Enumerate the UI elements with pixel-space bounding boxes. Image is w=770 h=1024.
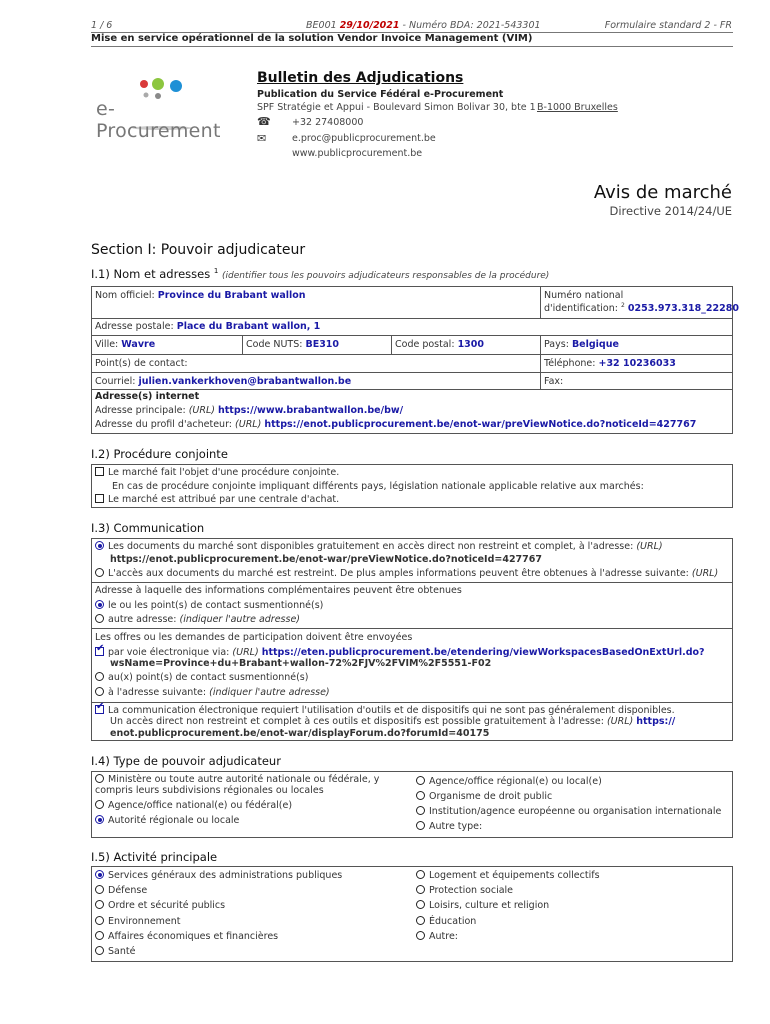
nuts-field [246, 339, 339, 350]
authority-eu-radio[interactable] [416, 806, 425, 815]
label: Affaires économiques et financières [108, 931, 279, 942]
note: (indiquer l'autre adresse) [209, 687, 330, 698]
main-address-field [95, 405, 403, 416]
info-other-radio[interactable] [95, 614, 104, 623]
info-contact-option [95, 600, 323, 611]
label: Organisme de droit public [429, 791, 553, 802]
bulletin-title: Bulletin des Adjudications [257, 70, 464, 86]
internet-title: Adresse(s) internet [95, 391, 200, 402]
documents-free-option [95, 541, 663, 552]
info-contact-radio[interactable] [95, 600, 104, 609]
notice-date: 29/10/2021 [339, 20, 400, 31]
tools-access [110, 716, 675, 727]
notice-code: BE001 [306, 20, 337, 31]
activity-leisure-radio[interactable] [416, 900, 425, 909]
label: Le marché fait l'objet d'une procédure conjointe. [108, 467, 340, 478]
phone-field [544, 358, 676, 369]
authority-regional-agency-option [416, 776, 602, 787]
envelope-icon: ✉ [257, 132, 267, 145]
label: Courriel: [95, 376, 136, 387]
authority-regional-agency-radio[interactable] [416, 776, 425, 785]
label: au(x) point(s) de contact susmentionné(s) [108, 672, 309, 683]
authority-regional-radio[interactable] [95, 815, 104, 824]
label: Autre: [429, 931, 458, 942]
label: Pays: [544, 339, 569, 350]
city: Wavre [121, 339, 156, 350]
activity-order-option [95, 900, 225, 911]
label: Protection sociale [429, 885, 514, 896]
s11-heading [91, 267, 549, 281]
col-divider [391, 335, 392, 354]
offers-label: Les offres ou les demandes de participation doivent être envoyées [95, 632, 413, 643]
joint-procurement-note: En cas de procédure conjointe impliquant différents pays, législation nationale applicable relative aux marchés: [112, 481, 644, 492]
contract-title: Mise en service opérationnel de la solution Vendor Invoice Management (VIM) [91, 33, 533, 44]
label: Téléphone: [544, 358, 596, 369]
activity-social-radio[interactable] [416, 885, 425, 894]
label: Santé [108, 946, 136, 957]
activity-other-radio[interactable] [416, 931, 425, 940]
official-name: Province du Brabant wallon [157, 290, 306, 301]
country: Belgique [571, 339, 619, 350]
info-address-label: Adresse à laquelle des informations complémentaires peuvent être obtenues [95, 585, 462, 596]
eprocurement-logo [96, 76, 226, 142]
central-purchasing-option [95, 494, 339, 505]
activity-defence-option [95, 885, 147, 896]
bda-number: - Numéro BDA: 2021-543301 [402, 20, 541, 31]
label: Adresse postale: [95, 321, 174, 332]
logo-text: e-Procurement [96, 98, 221, 142]
authority-ministry-option [95, 774, 390, 796]
activity-economic-radio[interactable] [95, 931, 104, 940]
label: à l'adresse suivante: [108, 687, 207, 698]
directive: Directive 2014/24/UE [609, 204, 732, 218]
label: Agence/office national(e) ou fédéral(e) [108, 800, 293, 811]
label: Adresse principale: [95, 405, 186, 416]
activity-leisure-option [416, 900, 549, 911]
label: Ministère ou toute autre autorité nationale ou fédérale, y compris leurs subdivisions régionales ou locales [95, 774, 380, 796]
joint-procurement-checkbox[interactable] [95, 467, 104, 476]
offers-contact-option [95, 672, 308, 683]
url-tag: (URL) [691, 568, 719, 579]
authority-other-option [416, 821, 482, 832]
offers-url[interactable]: https://eten.publicprocurement.be/etendering/viewWorkspacesBasedOnExtUrl.do? [261, 647, 705, 658]
label: Code NUTS: [246, 339, 303, 350]
postcode: 1300 [457, 339, 485, 350]
city-field [95, 339, 155, 350]
offers-electronic-option [95, 647, 705, 658]
section-title: Section I: Pouvoir adjudicateur [91, 242, 306, 258]
postcode-field [395, 339, 484, 350]
label: L'accès aux documents du marché est restreint. De plus amples informations peuvent être obtenues à l'adresse suivante: [108, 568, 689, 579]
col-divider [242, 335, 243, 354]
documents-url[interactable]: https://enot.publicprocurement.be/enot-war/preViewNotice.do?noticeId=427767 [110, 554, 542, 565]
label: Code postal: [395, 339, 455, 350]
tools-url[interactable]: https:// [636, 716, 676, 727]
label: Un accès direct non restreint et complet à ces outils et dispositifs est possible gratuitement à l'adresse: [110, 716, 604, 727]
label: d'identification: [544, 303, 618, 315]
tools-option [95, 705, 675, 716]
authority-national-agency-option [95, 800, 292, 811]
row-divider [91, 372, 733, 373]
label: Autorité régionale ou locale [108, 815, 240, 826]
publisher-address: SPF Stratégie et Appui - Boulevard Simon Bolivar 30, bte 1 [257, 102, 536, 113]
url-tag: (URL) [235, 419, 262, 430]
notice-title: Avis de marché [593, 182, 732, 203]
label: Autre type: [429, 821, 483, 832]
url-tag: (URL) [606, 716, 634, 727]
natid-label1: Numéro national [544, 290, 624, 301]
activity-education-option [416, 916, 476, 927]
row-divider [91, 318, 733, 319]
postal-address: Place du Brabant wallon, 1 [176, 321, 321, 332]
activity-order-radio[interactable] [95, 900, 104, 909]
label: Adresse du profil d'acheteur: [95, 419, 233, 430]
notice-reference [306, 20, 541, 31]
label: Environnement [108, 916, 181, 927]
label: autre adresse: [108, 614, 177, 625]
email-field [95, 376, 351, 387]
publisher-name: Publication du Service Fédéral e-Procurement [257, 89, 504, 100]
row-divider [91, 389, 733, 390]
row-divider [91, 582, 733, 583]
url-tag: (URL) [636, 541, 663, 552]
label: Services généraux des administrations publiques [108, 870, 343, 881]
documents-restricted-radio[interactable] [95, 568, 104, 577]
authority-eu-option [416, 806, 721, 817]
label: Défense [108, 885, 148, 896]
authority-public-body-radio[interactable] [416, 791, 425, 800]
label: Nom officiel: [95, 290, 155, 301]
natid-footnote: 2 [621, 302, 625, 309]
publisher-email[interactable]: e.proc@publicprocurement.be [292, 133, 436, 144]
url-tag: (URL) [188, 405, 215, 416]
row-divider [91, 335, 733, 336]
offers-electronic-checkbox[interactable] [95, 647, 104, 656]
label: par voie électronique via: [108, 647, 230, 658]
s11-footnote: 1 [213, 267, 219, 276]
phone-icon: ☎ [257, 115, 271, 128]
offers-contact-radio[interactable] [95, 672, 104, 681]
s11-title: I.1) Nom et adresses [91, 267, 211, 281]
activity-environment-radio[interactable] [95, 916, 104, 925]
activity-economic-option [95, 931, 278, 942]
label: Ordre et sécurité publics [108, 900, 226, 911]
activity-social-option [416, 885, 513, 896]
authority-other-radio[interactable] [416, 821, 425, 830]
fax-label: Fax: [544, 376, 564, 387]
col-divider [540, 335, 541, 389]
postal-address-field [95, 321, 320, 332]
authority-national-agency-radio[interactable] [95, 800, 104, 809]
label: Le marché est attribué par une centrale d'achat. [108, 494, 340, 505]
activity-defence-radio[interactable] [95, 885, 104, 894]
buyer-profile-field [95, 419, 696, 430]
s15-title: I.5) Activité principale [91, 850, 218, 864]
row-divider [91, 354, 733, 355]
documents-restricted-option [95, 568, 718, 579]
label: Agence/office régional(e) ou local(e) [429, 776, 602, 787]
activity-general-radio[interactable] [95, 870, 104, 879]
nuts-code: BE310 [305, 339, 340, 350]
activity-other-option [416, 931, 458, 942]
row-divider [91, 702, 733, 703]
tools-url-cont[interactable]: enot.publicprocurement.be/enot-war/displayForum.do?forumId=40175 [110, 728, 490, 739]
label: La communication électronique requiert l'utilisation d'outils et de dispositifs qui ne sont pas généralement disponibles. [108, 705, 675, 716]
country-field [544, 339, 619, 350]
publisher-phone: +32 27408000 [292, 117, 364, 128]
authority-regional-option [95, 815, 239, 826]
s11-note: (identifier tous les pouvoirs adjudicateurs responsables de la procédure) [221, 271, 550, 281]
natid-field [544, 302, 739, 314]
activity-health-option [95, 946, 135, 957]
url-tag: (URL) [232, 647, 259, 658]
s12-title: I.2) Procédure conjointe [91, 447, 228, 461]
s14-title: I.4) Type de pouvoir adjudicateur [91, 754, 281, 768]
label: Loisirs, culture et religion [429, 900, 550, 911]
national-id: 0253.973.318_22280 [627, 303, 739, 315]
info-other-option [95, 614, 300, 625]
label: Institution/agence européenne ou organisation internationale [429, 806, 722, 817]
offers-address-radio[interactable] [95, 687, 104, 696]
offers-address-option [95, 687, 330, 698]
offers-url-cont[interactable]: wsName=Province+du+Brabant+wallon-72%2FJV%2FVIM%2F5551-F02 [110, 658, 492, 669]
tools-checkbox[interactable] [95, 705, 104, 714]
email[interactable]: julien.vankerkhoven@brabantwallon.be [138, 376, 352, 387]
form-type: Formulaire standard 2 - FR [604, 20, 732, 31]
main-url[interactable]: https://www.brabantwallon.be/bw/ [218, 405, 404, 416]
phone: +32 10236033 [598, 358, 676, 369]
documents-free-radio[interactable] [95, 541, 104, 550]
joint-procurement-option [95, 467, 339, 478]
official-name-field [95, 290, 306, 301]
authority-ministry-radio[interactable] [95, 774, 104, 783]
buyer-profile-url[interactable]: https://enot.publicprocurement.be/enot-war/preViewNotice.do?noticeId=427767 [264, 419, 697, 430]
header-divider-2 [91, 46, 733, 47]
col-divider [540, 286, 541, 318]
activity-environment-option [95, 916, 181, 927]
activity-health-radio[interactable] [95, 946, 104, 955]
activity-education-radio[interactable] [416, 916, 425, 925]
label: Ville: [95, 339, 119, 350]
contact-point-label: Point(s) de contact: [95, 358, 188, 369]
activity-housing-option [416, 870, 600, 881]
note: (indiquer l'autre adresse) [179, 614, 300, 625]
publisher-website[interactable]: www.publicprocurement.be [292, 148, 423, 159]
authority-public-body-option [416, 791, 552, 802]
activity-general-option [95, 870, 342, 881]
label: le ou les point(s) de contact susmentionné(s) [108, 600, 324, 611]
row-divider [91, 628, 733, 629]
central-purchasing-checkbox[interactable] [95, 494, 104, 503]
label: Logement et équipements collectifs [429, 870, 600, 881]
page-number: 1 / 6 [91, 20, 113, 31]
label: Les documents du marché sont disponibles gratuitement en accès direct non restreint et complet, à l'adresse: [108, 541, 634, 552]
publisher-city: B-1000 Bruxelles [537, 102, 618, 113]
label: Éducation [429, 916, 477, 927]
s13-title: I.3) Communication [91, 521, 205, 535]
activity-housing-radio[interactable] [416, 870, 425, 879]
